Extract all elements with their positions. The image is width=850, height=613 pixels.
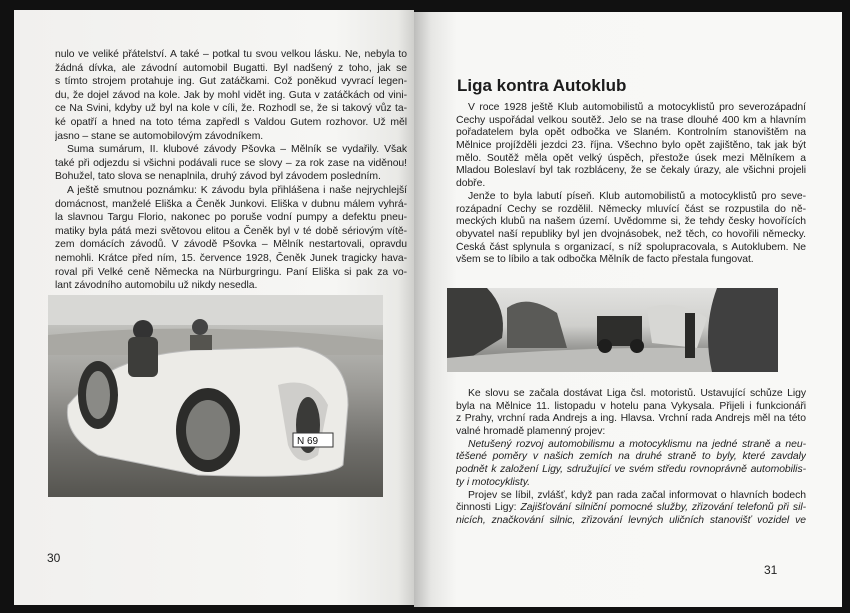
text-line: také při odjezdu si všichni podávali ruce se slovy – za rok zase na viděnou!: [55, 157, 407, 169]
text-line: obyvatel naší republiky byl jen dvojnásobek, než těch, co hovořili německy.: [456, 228, 806, 240]
text-line: ty i motocyklisty.: [456, 476, 530, 488]
text-line: podnět k založení Ligy, sdružující ve svém středu rovnoprávně automobilis-: [456, 464, 806, 476]
left-page-text: [55, 48, 407, 293]
text-line: dobře.: [456, 178, 486, 190]
text-line: těšené poměry v našich zemích na druhé straně to byly, které zavdaly: [456, 451, 806, 463]
text-line: Česká část splynula s organizací, s níž spolupracovala, s Autoklubem. Ne: [456, 241, 806, 253]
license-plate-text: N 69: [297, 436, 319, 447]
text-line: z Prahy, vrchní rada Andrejs a ing. Hlavsa. Vrchní rada Andrejs měl na této: [456, 413, 806, 425]
text-line: Bohužel, tato slova se nenaplnila, druhý závod byl závodem posledním.: [55, 171, 381, 183]
text-segment: činnosti Ligy:: [456, 502, 521, 514]
text-line: byla na Mělnice 11. listopadu v hotelu pana Vykysala. Přijeli i funkcionáři: [456, 400, 806, 412]
text-line: valné hromadě plamenný projev:: [456, 426, 606, 438]
page-number-right: 31: [764, 563, 778, 577]
text-line: [456, 502, 806, 515]
text-line: s tímto strojem protahuje ing. Gut zatáčkami. Což poněkud vyvrací legen-: [55, 76, 407, 88]
text-line: [456, 515, 806, 528]
text-line: všem se to líbilo a tak odbočka Mělník de facto přestala fungovat.: [456, 254, 754, 266]
text-line: Mělnice projížděli jezdci 23. října. Všechno bylo opět zajištěno, tak jak být: [456, 140, 806, 152]
text-line: jasno – stane se automobilovým závodníkem.: [55, 130, 264, 142]
text-line: roval při Velké ceně Německa na Nürburgringu. Paní Eliška si pak za vo-: [55, 266, 407, 278]
left-page: [14, 10, 414, 605]
text-line: domácnost, manželé Eliška a Čeněk Junkovi. Eliška v dubnu málem vyhrá-: [55, 198, 407, 210]
right-page-text-top: [456, 102, 806, 267]
text-line: mělo. Soutěž měla opět velký úspěch, přestože úsek mezi Mělníkem a: [456, 152, 806, 164]
text-line: matiky byla pátá mezi světovou elitou a Čeněk byl v té době sériovým vítě-: [55, 225, 407, 237]
text-line: Suma sumárum, II. klubové závody Pšovka – Mělník se vydařily. Však: [67, 144, 407, 156]
text-line: lant závodního automobilu už nikdy nesedla.: [55, 280, 258, 292]
page-number-left: 30: [47, 551, 61, 565]
text-line: Jenže to byla labutí píseň. Klub automobilistů a motocyklistů pro seve-: [468, 190, 806, 202]
text-line: Projev se líbil, zvlášť, když pan rada začal informovat o hlavních bodech: [468, 489, 806, 501]
text-line: la slavnou Targu Florio, nakonec po poruše vodní pumpy a defektu pneu-: [55, 212, 407, 224]
text-line: Mladou Boleslaví byl tak rozbláceny, že se čekaly úrazy, ale všichni projeli: [456, 165, 806, 177]
right-page: [414, 12, 842, 607]
text-line: ké opatří a hned na toto téma zapředl s Valdou Gutem rozhovor. Už měl: [55, 116, 407, 128]
text-line: nulo ve veliké přátelství. A také – potkal tu svou velkou lásku. Ne, nebyla to: [55, 49, 407, 60]
text-line: nemohli. Krátce před ním, 15. července 1928, Čeněk Junek tragicky hava-: [55, 252, 407, 264]
italic-text-segment: nicích, značkování silnic, zřizování levných uličních stanovišť vozidel ve: [456, 514, 806, 526]
text-line: Čechy uspořádal velkou soutěž. Jelo se na trase dlouhé 400 km a hlavním: [456, 114, 806, 126]
text-line: Ke slovu se začala dostávat Liga čsl. motoristů. Ustavující schůze Ligy: [468, 388, 806, 399]
chapter-title: Liga kontra Autoklub: [457, 76, 627, 95]
text-line: A ještě smutnou poznámku: K závodu byla přihlášena i naše nejrychlejší: [67, 184, 407, 196]
text-line: pořadatelem byla opět odbočka ve Slaném. Kontrolním stanovištěm na: [456, 127, 806, 139]
photo-bugatti-race-car: [48, 295, 383, 497]
text-line: zem domácích závodů. V závodě Pšovka – Mělník nestartovali, opravdu: [55, 239, 407, 251]
photo-race-on-road: [447, 288, 778, 372]
italic-text-segment: Zajišťování silniční pomocné služby, zřizování telefonů při sil-: [520, 502, 806, 514]
text-line: du, že dojel závod na kole. Jak by mohl vidět ing. Guta v zatáčkách od vini-: [55, 89, 407, 101]
right-page-text-bottom: [456, 388, 806, 528]
text-line: rozápadní Čechy se rozdělil. Německy mluvící část se rozpustila do ně-: [456, 203, 806, 215]
text-line: žádná dívka, ale závodní automobil Bugatti. Byl nadšený z toho, jak se: [55, 62, 407, 74]
text-line: meckých klubů na našem území. Uvědomme si, že tehdy česky hovořících: [456, 216, 806, 228]
text-line: V roce 1928 ještě Klub automobilistů a motocyklistů pro severozápadní: [468, 102, 806, 113]
text-line: Netušený rozvoj automobilismu a motocyklismu na jedné straně a neu-: [468, 438, 806, 450]
text-line: ce Na Svini, kdyby už byl na kole v cíli, že. Rozhodl se, že si takový vůz ta-: [55, 103, 407, 115]
